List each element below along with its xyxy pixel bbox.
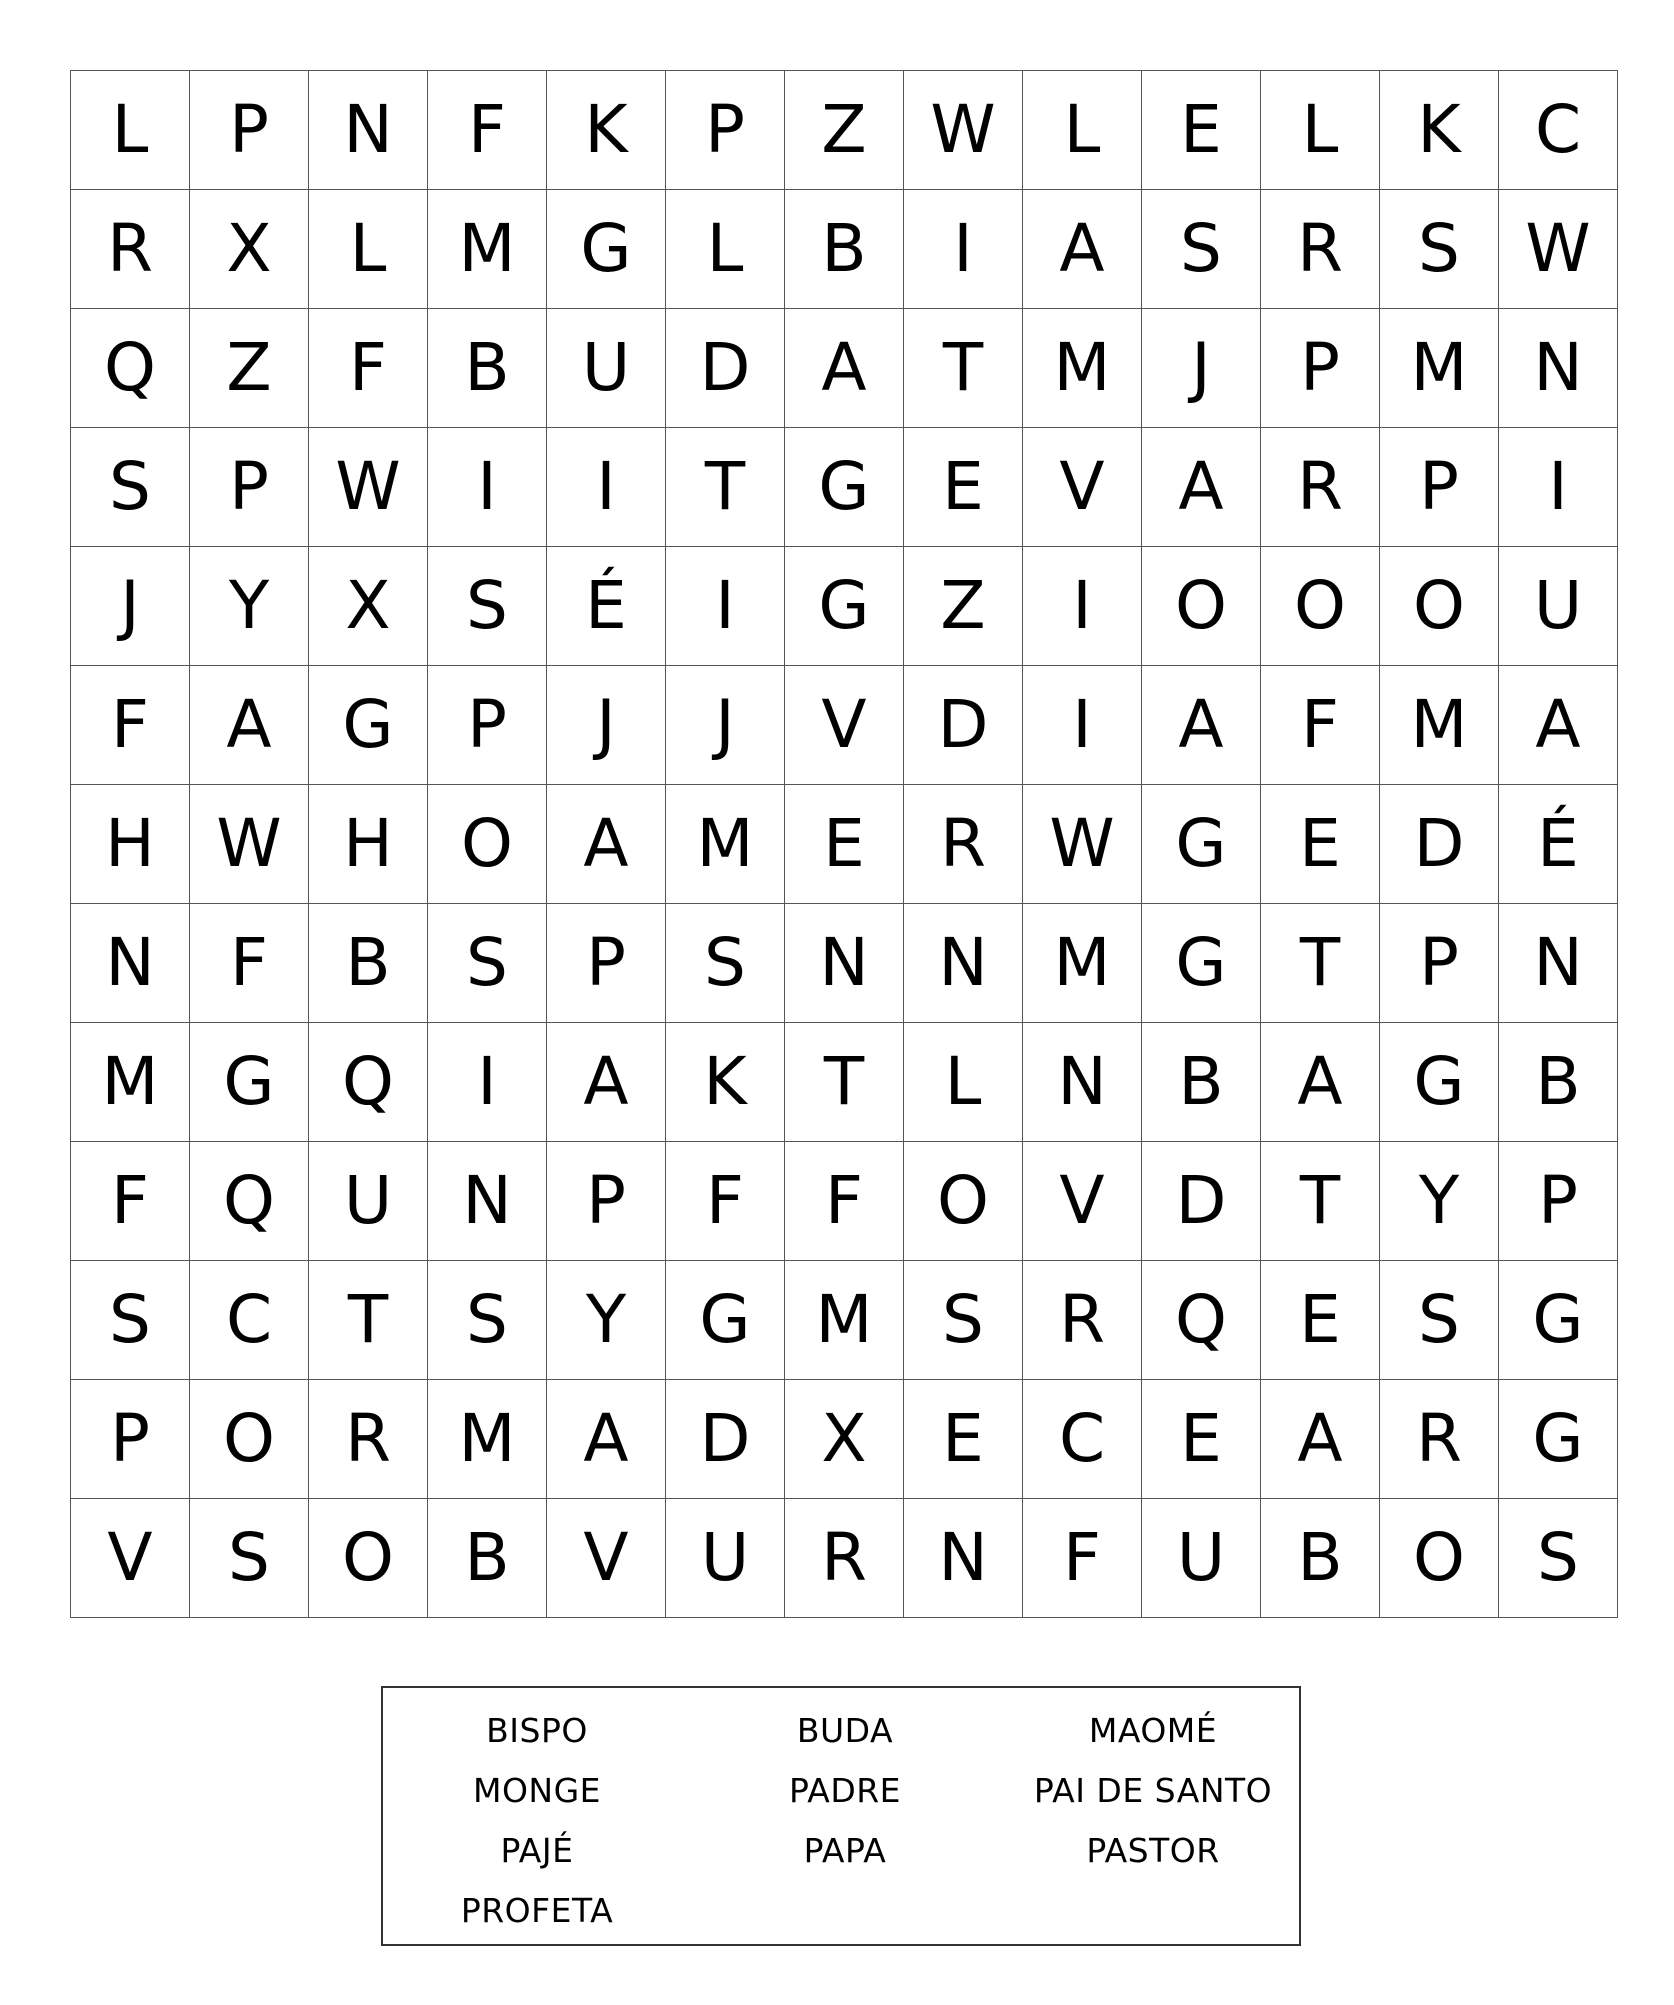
grid-cell[interactable]: I	[904, 190, 1023, 309]
grid-cell[interactable]: S	[71, 1261, 190, 1380]
grid-cell[interactable]: D	[666, 1380, 785, 1499]
grid-cell[interactable]: F	[428, 71, 547, 190]
grid-cell[interactable]: S	[1380, 1261, 1499, 1380]
grid-cell[interactable]: F	[1261, 666, 1380, 785]
grid-cell[interactable]: E	[1142, 71, 1261, 190]
grid-cell[interactable]: G	[785, 428, 904, 547]
grid-cell[interactable]: T	[1261, 1142, 1380, 1261]
grid-cell[interactable]: D	[904, 666, 1023, 785]
grid-cell[interactable]: M	[1380, 666, 1499, 785]
grid-cell[interactable]: G	[309, 666, 428, 785]
grid-cell[interactable]: B	[428, 309, 547, 428]
grid-cell[interactable]: Y	[547, 1261, 666, 1380]
grid-cell[interactable]: N	[904, 1499, 1023, 1618]
grid-cell[interactable]: C	[190, 1261, 309, 1380]
grid-cell[interactable]: J	[547, 666, 666, 785]
grid-cell[interactable]: N	[309, 71, 428, 190]
grid-cell[interactable]: I	[428, 1023, 547, 1142]
grid-cell[interactable]: C	[1023, 1380, 1142, 1499]
grid-cell[interactable]: G	[666, 1261, 785, 1380]
word-list-item: PASTOR	[1086, 1830, 1220, 1870]
grid-cell[interactable]: A	[1142, 428, 1261, 547]
grid-cell[interactable]: P	[190, 71, 309, 190]
grid-cell[interactable]: Y	[1380, 1142, 1499, 1261]
grid-cell[interactable]: A	[1499, 666, 1618, 785]
grid-cell[interactable]: N	[1023, 1023, 1142, 1142]
grid-cell[interactable]: V	[1023, 428, 1142, 547]
grid-cell[interactable]: A	[1142, 666, 1261, 785]
grid-cell[interactable]: R	[1261, 428, 1380, 547]
grid-cell[interactable]: C	[1499, 71, 1618, 190]
grid-cell[interactable]: M	[1023, 904, 1142, 1023]
grid-cell[interactable]: B	[428, 1499, 547, 1618]
grid-cell[interactable]: R	[71, 190, 190, 309]
grid-cell[interactable]: Z	[904, 547, 1023, 666]
grid-cell[interactable]: O	[1380, 1499, 1499, 1618]
grid-cell[interactable]: F	[309, 309, 428, 428]
word-list-item: PAI DE SANTO	[1033, 1770, 1273, 1810]
grid-cell[interactable]: P	[1380, 904, 1499, 1023]
grid-cell[interactable]: I	[1023, 666, 1142, 785]
grid-cell[interactable]: E	[785, 785, 904, 904]
grid-cell[interactable]: A	[1261, 1380, 1380, 1499]
grid-cell[interactable]: K	[1380, 71, 1499, 190]
grid-cell[interactable]: W	[1023, 785, 1142, 904]
grid-cell[interactable]: F	[666, 1142, 785, 1261]
grid-cell[interactable]: J	[666, 666, 785, 785]
grid-cell[interactable]: R	[309, 1380, 428, 1499]
grid-cell[interactable]: L	[1023, 71, 1142, 190]
grid-cell[interactable]: G	[547, 190, 666, 309]
grid-cell[interactable]: L	[666, 190, 785, 309]
grid-cell[interactable]: F	[71, 666, 190, 785]
grid-cell[interactable]: B	[1261, 1499, 1380, 1618]
grid-cell[interactable]: G	[1499, 1380, 1618, 1499]
grid-cell[interactable]: W	[309, 428, 428, 547]
grid-cell[interactable]: B	[1142, 1023, 1261, 1142]
grid-cell[interactable]: M	[666, 785, 785, 904]
grid-cell[interactable]: N	[1499, 309, 1618, 428]
grid-cell[interactable]: S	[190, 1499, 309, 1618]
grid-cell[interactable]: A	[1261, 1023, 1380, 1142]
grid-cell[interactable]: M	[785, 1261, 904, 1380]
grid-cell[interactable]: N	[71, 904, 190, 1023]
grid-cell[interactable]: É	[547, 547, 666, 666]
grid-cell[interactable]: M	[428, 1380, 547, 1499]
grid-cell[interactable]: U	[547, 309, 666, 428]
grid-cell[interactable]: J	[71, 547, 190, 666]
grid-cell[interactable]: D	[666, 309, 785, 428]
grid-cell[interactable]: R	[785, 1499, 904, 1618]
grid-cell[interactable]: O	[904, 1142, 1023, 1261]
grid-cell[interactable]: P	[1380, 428, 1499, 547]
grid-cell[interactable]: F	[1023, 1499, 1142, 1618]
grid-cell[interactable]: S	[428, 1261, 547, 1380]
grid-cell[interactable]: G	[190, 1023, 309, 1142]
grid-cell[interactable]: O	[1261, 547, 1380, 666]
grid-cell[interactable]: D	[1380, 785, 1499, 904]
grid-cell[interactable]: S	[428, 547, 547, 666]
grid-cell[interactable]: S	[666, 904, 785, 1023]
grid-cell[interactable]: F	[71, 1142, 190, 1261]
grid-cell[interactable]: I	[547, 428, 666, 547]
grid-cell[interactable]: G	[1142, 785, 1261, 904]
grid-cell[interactable]: I	[1023, 547, 1142, 666]
grid-cell[interactable]: M	[71, 1023, 190, 1142]
word-list-item: BUDA	[796, 1710, 894, 1750]
word-list-item: PAPA	[803, 1830, 887, 1870]
grid-cell[interactable]: M	[1023, 309, 1142, 428]
grid-cell[interactable]: U	[309, 1142, 428, 1261]
grid-cell[interactable]: A	[547, 1380, 666, 1499]
grid-cell[interactable]: I	[666, 547, 785, 666]
grid-cell[interactable]: Q	[309, 1023, 428, 1142]
grid-cell[interactable]: M	[428, 190, 547, 309]
grid-cell[interactable]: Q	[190, 1142, 309, 1261]
word-list-item: MAOMÉ	[1088, 1710, 1218, 1750]
grid-cell[interactable]: H	[71, 785, 190, 904]
grid-cell[interactable]: A	[1023, 190, 1142, 309]
grid-cell[interactable]: B	[1499, 1023, 1618, 1142]
grid-cell[interactable]: Z	[190, 309, 309, 428]
grid-cell[interactable]: N	[785, 904, 904, 1023]
grid-cell[interactable]: V	[71, 1499, 190, 1618]
grid-cell[interactable]: I	[1499, 428, 1618, 547]
grid-cell[interactable]: R	[1023, 1261, 1142, 1380]
grid-cell[interactable]: V	[1023, 1142, 1142, 1261]
grid-cell[interactable]: S	[1380, 190, 1499, 309]
grid-cell[interactable]: S	[71, 428, 190, 547]
grid-cell[interactable]: K	[666, 1023, 785, 1142]
grid-cell[interactable]: E	[904, 1380, 1023, 1499]
grid-cell[interactable]: É	[1499, 785, 1618, 904]
grid-cell[interactable]: G	[785, 547, 904, 666]
grid-cell[interactable]: P	[666, 71, 785, 190]
grid-cell[interactable]: M	[1380, 309, 1499, 428]
grid-cell[interactable]: X	[309, 547, 428, 666]
grid-cell[interactable]: T	[309, 1261, 428, 1380]
grid-cell[interactable]: F	[190, 904, 309, 1023]
grid-cell[interactable]: G	[1380, 1023, 1499, 1142]
word-search-grid	[70, 70, 1618, 1618]
grid-cell[interactable]: O	[428, 785, 547, 904]
grid-cell[interactable]: T	[785, 1023, 904, 1142]
grid-cell[interactable]: L	[71, 71, 190, 190]
grid-cell[interactable]: F	[785, 1142, 904, 1261]
grid-cell[interactable]: P	[71, 1380, 190, 1499]
grid-cell[interactable]: T	[1261, 904, 1380, 1023]
grid-cell[interactable]: A	[547, 1023, 666, 1142]
grid-cell[interactable]: E	[1142, 1380, 1261, 1499]
grid-cell[interactable]: B	[785, 190, 904, 309]
grid-cell[interactable]: E	[1261, 1261, 1380, 1380]
grid-cell[interactable]: L	[904, 1023, 1023, 1142]
grid-cell[interactable]: S	[1142, 190, 1261, 309]
grid-cell[interactable]: Y	[190, 547, 309, 666]
grid-cell[interactable]: U	[666, 1499, 785, 1618]
grid-cell[interactable]: N	[1499, 904, 1618, 1023]
grid-cell[interactable]: L	[1261, 71, 1380, 190]
grid-cell[interactable]: P	[1261, 309, 1380, 428]
grid-cell[interactable]: V	[785, 666, 904, 785]
grid-cell[interactable]: D	[1142, 1142, 1261, 1261]
grid-cell[interactable]: O	[1142, 547, 1261, 666]
word-list-item: MONGE	[472, 1770, 602, 1810]
grid-cell[interactable]: E	[1261, 785, 1380, 904]
grid-cell[interactable]: X	[190, 190, 309, 309]
grid-cell[interactable]: V	[547, 1499, 666, 1618]
grid-cell[interactable]: H	[309, 785, 428, 904]
grid-cell[interactable]: S	[1499, 1499, 1618, 1618]
grid-cell[interactable]: R	[1380, 1380, 1499, 1499]
grid-cell[interactable]: A	[547, 785, 666, 904]
grid-cell[interactable]: E	[904, 428, 1023, 547]
grid-cell[interactable]: P	[547, 904, 666, 1023]
grid-cell[interactable]: O	[190, 1380, 309, 1499]
word-list	[381, 1686, 1301, 1946]
grid-cell[interactable]: W	[904, 71, 1023, 190]
grid-cell[interactable]: U	[1142, 1499, 1261, 1618]
grid-cell[interactable]: I	[428, 428, 547, 547]
word-list-item: BISPO	[486, 1710, 588, 1750]
word-list-item: PAJÉ	[500, 1830, 574, 1870]
grid-cell[interactable]: G	[1142, 904, 1261, 1023]
grid-cell[interactable]: J	[1142, 309, 1261, 428]
grid-cell[interactable]: Z	[785, 71, 904, 190]
grid-cell[interactable]: N	[904, 904, 1023, 1023]
grid-cell[interactable]: N	[428, 1142, 547, 1261]
word-list-item: PROFETA	[460, 1890, 614, 1930]
grid-cell[interactable]: K	[547, 71, 666, 190]
grid-cell[interactable]: W	[1499, 190, 1618, 309]
grid-cell[interactable]: P	[428, 666, 547, 785]
grid-cell[interactable]: P	[1499, 1142, 1618, 1261]
grid-cell[interactable]: A	[190, 666, 309, 785]
grid-cell[interactable]: W	[190, 785, 309, 904]
grid-cell[interactable]: B	[309, 904, 428, 1023]
grid-cell[interactable]: U	[1499, 547, 1618, 666]
grid-cell[interactable]: G	[1499, 1261, 1618, 1380]
word-list-item: PADRE	[788, 1770, 902, 1810]
grid-cell[interactable]: P	[547, 1142, 666, 1261]
grid-cell[interactable]: Q	[71, 309, 190, 428]
grid-cell[interactable]: A	[785, 309, 904, 428]
grid-cell[interactable]: O	[309, 1499, 428, 1618]
grid-cell[interactable]: R	[904, 785, 1023, 904]
grid-cell[interactable]: L	[309, 190, 428, 309]
grid-cell[interactable]: P	[190, 428, 309, 547]
grid-cell[interactable]: Q	[1142, 1261, 1261, 1380]
grid-cell[interactable]: X	[785, 1380, 904, 1499]
grid-cell[interactable]: T	[904, 309, 1023, 428]
grid-cell[interactable]: S	[428, 904, 547, 1023]
grid-cell[interactable]: R	[1261, 190, 1380, 309]
grid-cell[interactable]: O	[1380, 547, 1499, 666]
grid-cell[interactable]: S	[904, 1261, 1023, 1380]
grid-cell[interactable]: T	[666, 428, 785, 547]
